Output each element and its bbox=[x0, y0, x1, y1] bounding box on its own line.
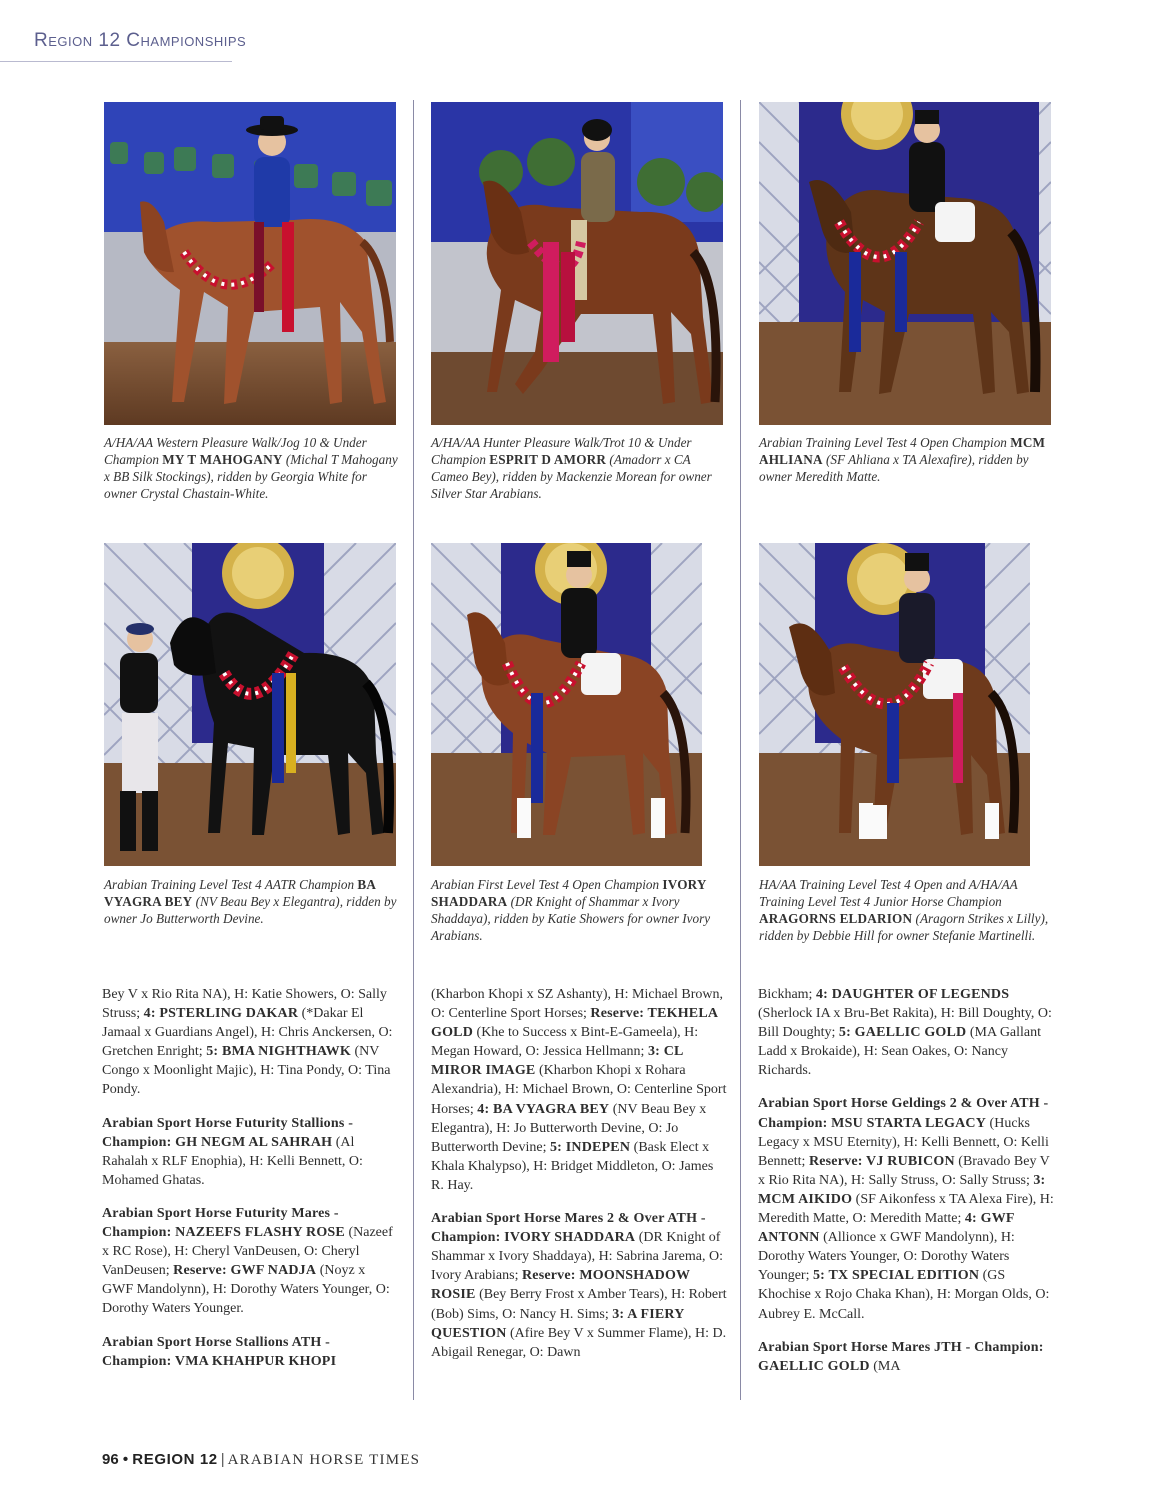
column-divider-2 bbox=[740, 100, 741, 1400]
results-paragraph bbox=[431, 985, 727, 1195]
results-paragraph bbox=[758, 1338, 1054, 1376]
result-text: (DR Knight of Shammar x Ivory Shaddaya), H: Sabrina Jarema, O: Ivory Arabians; bbox=[431, 1230, 723, 1284]
result-text: (Sherlock IA x Bru-Bet Rakita), H: Bill Doughty, O: Bill Doughty; bbox=[758, 1006, 1052, 1041]
photo-ivory-shaddara bbox=[431, 543, 702, 866]
caption-horse-name: MCM AHLIANA bbox=[759, 435, 1046, 467]
result-placing: 4: DAUGHTER OF LEGENDS bbox=[815, 987, 1010, 1002]
photo-aragorns-eldarion bbox=[759, 543, 1030, 866]
class-heading: Arabian Sport Horse Mares JTH - Champion: GAELLIC GOLD bbox=[758, 1339, 1044, 1374]
column-divider-1 bbox=[413, 100, 414, 1400]
result-placing: 3: MCM AIKIDO bbox=[758, 1172, 1046, 1207]
results-paragraph bbox=[431, 1209, 727, 1362]
result-placing: 4: GWF ANTONN bbox=[758, 1211, 1015, 1246]
caption-tail: (SF Ahliana x TA Alexafire), ridden by owner Meredith Matte. bbox=[759, 452, 1029, 484]
result-text: (MA bbox=[869, 1358, 901, 1374]
page-header: Region 12 Championships bbox=[34, 30, 247, 51]
result-text: (Nazeef x RC Rose), H: Cheryl VanDeusen, O: Cheryl VanDeusen; bbox=[102, 1225, 393, 1279]
caption-ba-vyagra-bey bbox=[104, 876, 400, 927]
page-number: 96 bbox=[102, 1451, 119, 1468]
caption-horse-name: IVORY SHADDARA bbox=[431, 877, 707, 909]
caption-lead: Arabian Training Level Test 4 Open Champion bbox=[759, 435, 1011, 450]
result-placing: Reserve: TEKHELA GOLD bbox=[431, 1006, 718, 1041]
result-text: (Kharbon Khopi x SZ Ashanty), H: Michael Brown, O: Centerline Sport Horses; bbox=[431, 987, 724, 1022]
caption-lead: A/HA/AA Western Pleasure Walk/Jog 10 & Under Champion bbox=[104, 435, 367, 467]
result-text: (NV Congo x Moonlight Majic), H: Tina Pondy, O: Tina Pondy. bbox=[102, 1044, 391, 1098]
footer-divider: | bbox=[220, 1451, 225, 1468]
result-placing: 3: A FIERY QUESTION bbox=[431, 1306, 685, 1341]
header-rule bbox=[0, 61, 232, 62]
caption-ivory-shaddara bbox=[431, 876, 727, 944]
result-text: (Noyz x GWF Mandolynn), H: Dorothy Waters Younger, O: Dorothy Waters Younger. bbox=[102, 1263, 390, 1317]
class-heading: Arabian Sport Horse Futurity Stallions - Champion: GH NEGM AL SAHRAH bbox=[102, 1115, 354, 1150]
result-text: (Kharbon Khopi x Rohara Alexandria), H: Michael Brown, O: Centerline Sport Horses; bbox=[431, 1063, 727, 1117]
caption-tail: (NV Beau Bey x Elegantra), ridden by owner Jo Butterworth Devine. bbox=[104, 894, 397, 926]
results-paragraph bbox=[102, 1114, 398, 1190]
caption-horse-name: ARAGORNS ELDARION bbox=[759, 911, 913, 926]
caption-lead: Arabian Training Level Test 4 AATR Champion bbox=[104, 877, 358, 892]
result-text: (NV Beau Bey x Elegantra), H: Jo Butterworth Devine, O: Jo Butterworth Devine; bbox=[431, 1101, 707, 1155]
result-placing: 5: INDEPEN bbox=[549, 1139, 631, 1155]
result-text: (SF Aikonfess x TA Alexa Fire), H: Meredith Matte, O: Meredith Matte; bbox=[758, 1191, 1054, 1227]
caption-tail: (Aragorn Strikes x Lilly), ridden by Debbie Hill for owner Stefanie Martinelli. bbox=[759, 911, 1049, 943]
caption-horse-name: MY T MAHOGANY bbox=[162, 452, 283, 467]
caption-my-t-mahogany bbox=[104, 434, 400, 502]
result-text: (Al Rahalah x RLF Enophia), H: Kelli Bennett, O: Mohamed Ghatas. bbox=[102, 1134, 363, 1188]
result-text: Bey V x Rio Rita NA), H: Katie Showers, O: Sally Struss; bbox=[102, 987, 387, 1022]
result-text: (Hucks Legacy x MSU Eternity), H: Kelli Bennett, O: Kelli Bennett; bbox=[758, 1115, 1049, 1169]
result-placing: 5: GAELLIC GOLD bbox=[838, 1025, 967, 1041]
result-placing: 5: TX SPECIAL EDITION bbox=[812, 1268, 980, 1284]
result-placing: 5: BMA NIGHTHAWK bbox=[206, 1044, 351, 1060]
result-text: (*Dakar El Jamaal x Guardians Angel), H: Chris Anckersen, O: Gretchen Enright; bbox=[102, 1006, 393, 1060]
class-heading: Arabian Sport Horse Futurity Mares - Champion: NAZEEFS FLASHY ROSE bbox=[102, 1205, 345, 1241]
caption-horse-name: ESPRIT D AMORR bbox=[489, 452, 607, 467]
caption-lead: Arabian First Level Test 4 Open Champion bbox=[431, 877, 663, 892]
footer-bullet: • bbox=[122, 1451, 129, 1468]
result-placing: Reserve: GWF NADJA bbox=[173, 1263, 317, 1279]
result-placing: 4: BA VYAGRA BEY bbox=[477, 1101, 610, 1117]
caption-tail: (DR Knight of Shammar x Ivory Shaddaya), ridden by Katie Showers for owner Ivory Arabians. bbox=[431, 894, 711, 943]
photo-my-t-mahogany bbox=[104, 102, 396, 425]
results-paragraph bbox=[102, 1204, 398, 1319]
caption-horse-name: BA VYAGRA BEY bbox=[104, 877, 376, 909]
class-heading: Arabian Sport Horse Geldings 2 & Over ATH - Champion: MSU STARTA LEGACY bbox=[758, 1096, 1049, 1131]
caption-esprit-d-amorr bbox=[431, 434, 727, 502]
photo-mcm-ahliana bbox=[759, 102, 1051, 425]
results-paragraph bbox=[758, 1094, 1054, 1323]
result-placing: 3: CL MIROR IMAGE bbox=[431, 1044, 683, 1079]
magazine-name: ARABIAN HORSE TIMES bbox=[227, 1452, 421, 1468]
caption-lead: A/HA/AA Hunter Pleasure Walk/Trot 10 & Under Champion bbox=[431, 435, 692, 467]
class-heading: Arabian Sport Horse Stallions ATH - Champion: VMA KHAHPUR KHOPI bbox=[102, 1334, 337, 1369]
photo-esprit-d-amorr bbox=[431, 102, 723, 425]
result-placing: Reserve: MOONSHADOW ROSIE bbox=[431, 1268, 690, 1303]
result-text: (Bask Elect x Khala Khalypso), H: Bridget Middleton, O: James R. Hay. bbox=[431, 1139, 714, 1193]
result-placing: Reserve: VJ RUBICON bbox=[808, 1153, 955, 1169]
results-paragraph bbox=[102, 1333, 398, 1371]
result-text: (Bravado Bey V x Rio Rita NA), H: Sally Struss, O: Sally Struss; bbox=[758, 1153, 1050, 1188]
results-paragraph bbox=[102, 985, 398, 1100]
caption-tail: (Michal T Mahogany x BB Silk Stockings), ridden by Georgia White for owner Crystal Chastain-White. bbox=[104, 452, 398, 501]
results-column-3 bbox=[758, 985, 1054, 1390]
results-paragraph bbox=[758, 985, 1054, 1080]
page-footer bbox=[102, 1451, 420, 1469]
result-text: (Bey Berry Frost x Amber Tears), H: Robert (Bob) Sims, O: Nancy H. Sims; bbox=[431, 1287, 727, 1322]
results-column-2 bbox=[431, 985, 727, 1376]
result-text: (MA Gallant Ladd x Brokaide), H: Sean Oakes, O: Nancy Richards. bbox=[758, 1025, 1042, 1079]
caption-tail: (Amadorr x CA Cameo Bey), ridden by Mackenzie Morean for owner Silver Star Arabians. bbox=[431, 452, 712, 501]
result-text: Bickham; bbox=[758, 987, 816, 1002]
results-column-1 bbox=[102, 985, 398, 1385]
caption-aragorns-eldarion bbox=[759, 876, 1055, 944]
caption-mcm-ahliana bbox=[759, 434, 1055, 485]
result-placing: 4: PSTERLING DAKAR bbox=[143, 1006, 299, 1022]
result-text: (Allionce x GWF Mandolynn), H: Dorothy Waters Younger, O: Dorothy Waters Younger; bbox=[758, 1230, 1015, 1284]
class-heading: Arabian Sport Horse Mares 2 & Over ATH - Champion: IVORY SHADDARA bbox=[431, 1211, 706, 1246]
result-text: (Afire Bey V x Summer Flame), H: D. Abigail Renegar, O: Dawn bbox=[431, 1325, 727, 1360]
result-text: (Khe to Success x Bint-E-Gameela), H: Megan Howard, O: Jessica Hellmann; bbox=[431, 1025, 699, 1060]
caption-lead: HA/AA Training Level Test 4 Open and A/HA/AA Training Level Test 4 Junior Horse Champion bbox=[759, 877, 1018, 909]
footer-region: REGION 12 bbox=[132, 1451, 218, 1468]
photo-ba-vyagra-bey bbox=[104, 543, 396, 866]
result-text: (GS Khochise x Rojo Chaka Khan), H: Morgan Olds, O: Aubrey E. McCall. bbox=[758, 1268, 1050, 1322]
